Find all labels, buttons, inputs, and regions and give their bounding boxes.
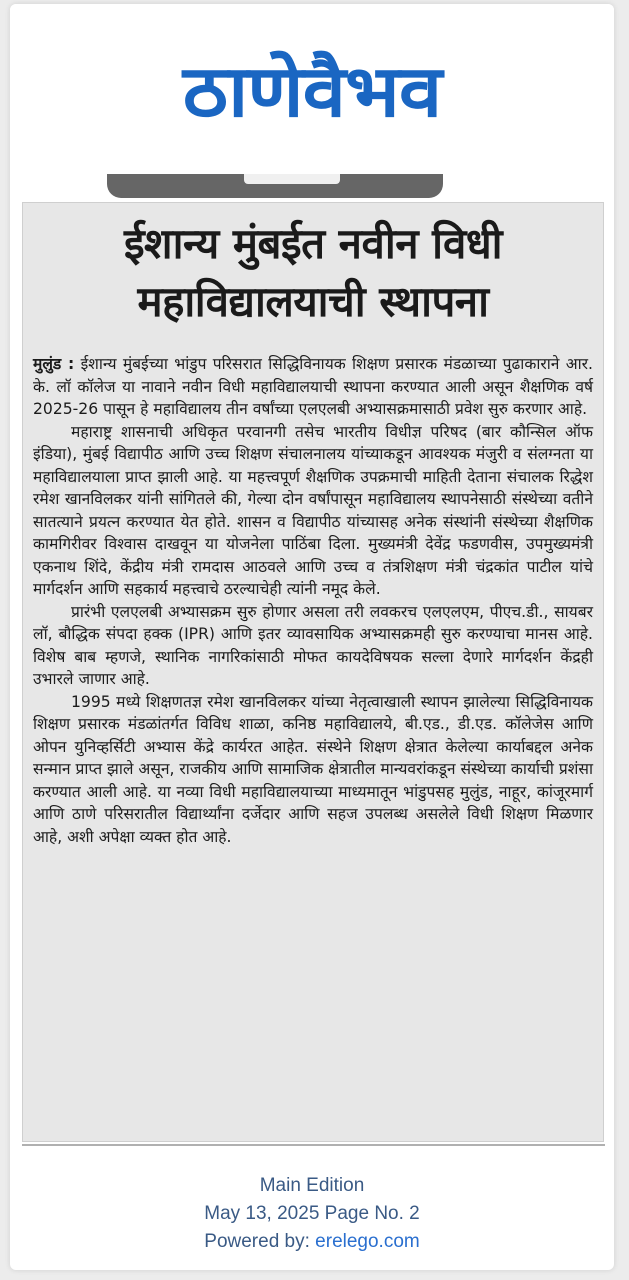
erelego-link[interactable]: erelego.com [315,1231,420,1252]
powered-by-label: Powered by: [204,1231,316,1252]
bottom-divider [22,1144,605,1146]
powered-by [10,1228,614,1256]
article-body [33,353,593,848]
section-tab-label-remnant [244,174,340,184]
paragraph-1-text: ईशान्य मुंबईच्या भांडुप परिसरात सिद्धिविनायक शिक्षण प्रसारक मंडळाच्या पुढाकाराने आर. के. लॉ कॉलेज या नावाने नवीन विधी महाविद्यालयाची स्थापना करण्यात आली असून शैक्षणिक वर्ष 2025-26 पासून हे महाविद्यालय तीन वर्षांच्या एलएलबी अभ्यासक्रमासाठी प्रवेश सुरु करणार आहे. [33,355,594,418]
edition-date-page: May 13, 2025 Page No. 2 [204,1203,420,1224]
newspaper-logo: ठाणेवैभव [182,50,442,133]
article-paragraph-4: 1995 मध्ये शिक्षणतज्ञ रमेश खानविलकर यांच्या नेतृत्वाखाली स्थापन झालेल्या सिद्धिविनायक शिक्षण प्रसारक मंडळांतर्गत विविध शाळा, कनिष्ठ महाविद्यालये, बी.एड., डी.एड. कॉलेजेस आणि ओपन युनिव्हर्सिटी अभ्यास केंद्रे कार्यरत आहेत. संस्थेने शिक्षण क्षेत्रात केलेल्या कार्याबद्दल अनेक सन्मान प्राप्त झाले असून, राजकीय आणि सामाजिक क्षेत्रातील मान्यवरांकडून संस्थेच्या कार्याची प्रशंसा करण्यात आली आहे. या नव्या विधी महाविद्यालयाच्या माध्यमातून भांडुपसह मुलुंड, नाहूर, कांजूरमार्ग आणि ठाणे परिसरातील विद्यार्थ्यांना दर्जेदार आणि सहज उपलब्ध असलेले विधी शिक्षण मिळणार आहे, अशी अपेक्षा व्यक्त होत आहे. [33,692,593,846]
article-headline [23,215,603,331]
dateline: मुलुंड : [33,355,75,373]
headline-line-1: ईशान्य मुंबईत नवीन विधी [123,219,503,268]
footer [10,1172,614,1256]
article-paragraph-3: प्रारंभी एलएलबी अभ्यासक्रम सुरु होणार असला तरी लवकरच एलएलएम, पीएच.डी., सायबर लॉ, बौद्धिक संपदा हक्क (IPR) आणि इतर व्यावसायिक अभ्यासक्रमही सुरु करण्याचा मानस आहे. विशेष बाब म्हणजे, स्थानिक नागरिकांसाठी मोफत कायदेविषयक सल्ला देणारे मार्गदर्शन केंद्रही उभारले जाणार आहे. [33,602,593,688]
article-paragraph-1 [33,353,593,421]
headline-line-2: महाविद्यालयाची स्थापना [137,277,489,326]
epaper-clip-card [10,4,614,1270]
masthead [10,4,614,194]
edition-name: Main Edition [259,1175,365,1196]
article-paragraph-2: महाराष्ट्र शासनाची अधिकृत परवानगी तसेच भारतीय विधीज्ञ परिषद (बार कौन्सिल ऑफ इंडिया), मुंबई विद्यापीठ आणि उच्च शिक्षण संचालनालय यांच्याकडून आवश्यक मंजुरी व संलग्नता या महाविद्यालयाला प्राप्त झाली आहे. या महत्त्वपूर्ण शैक्षणिक उपक्रमाची माहिती देताना संचालक रिद्धेश रमेश खानविलकर यांनी सांगितले की, गेल्या दोन वर्षांपासून महाविद्यालय स्थापनेसाठी संस्थेच्या वतीने सातत्याने प्रयत्न करण्यात येत होते. शासन व विद्यापीठ यांच्यासह अनेक संस्थांनी संस्थेच्या शैक्षणिक कामगिरीवर विश्वास दाखवून या योजनेला पाठिंबा दिला. मुख्यमंत्री देवेंद्र फडणवीस, उपमुख्यमंत्री एकनाथ शिंदे, केंद्रीय मंत्री रामदास आठवले आणि उच्च व तंत्रशिक्षण मंत्री चंद्रकांत पाटील यांचे मार्गदर्शन आणि सहकार्य महत्त्वाचे ठरल्याचेही त्यांनी नमूद केले. [33,422,593,598]
article-clip [22,202,604,1142]
